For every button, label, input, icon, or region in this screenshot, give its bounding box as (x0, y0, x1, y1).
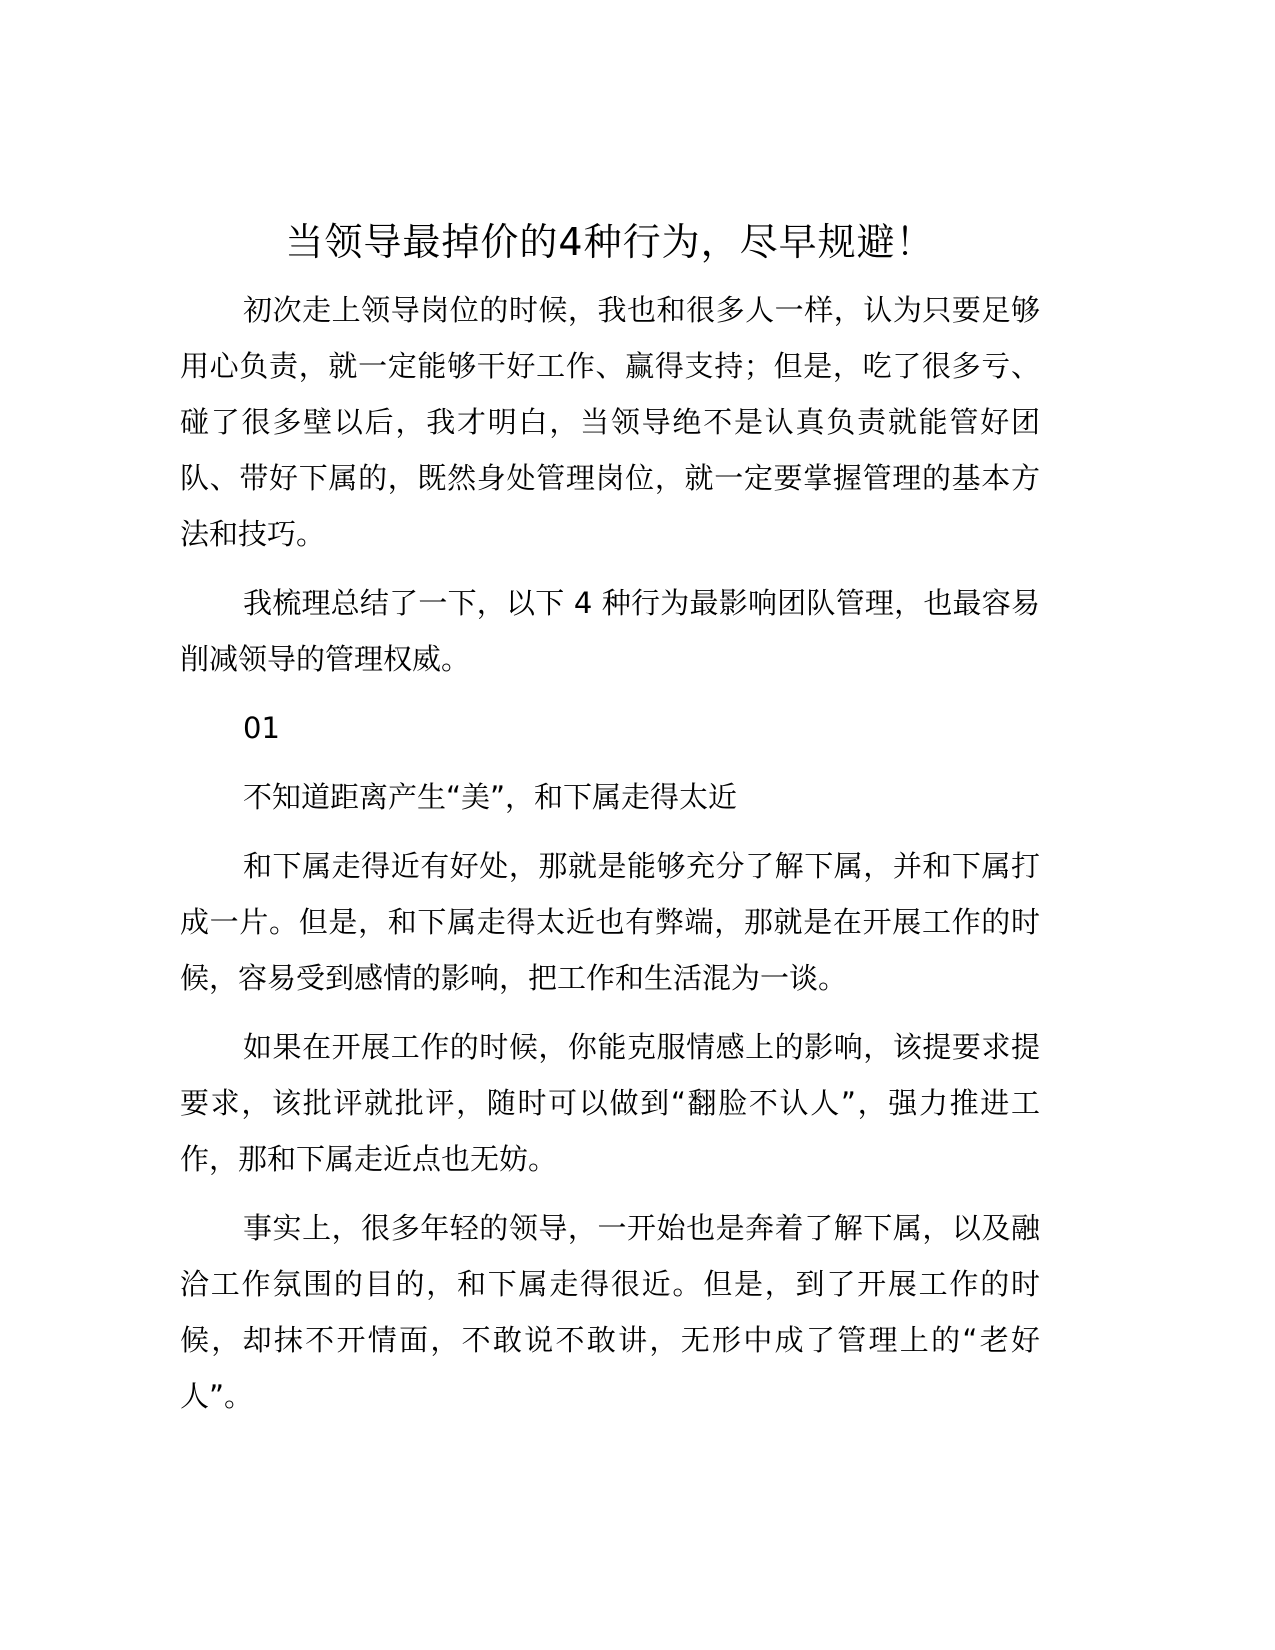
paragraph-intro: 初次走上领导岗位的时候，我也和很多人一样，认为只要足够用心负责，就一定能够干好工作、赢得支持；但是，吃了很多亏、碰了很多壁以后，我才明白，当领导绝不是认真负责就能管好团队、带好下属的，既然身处管理岗位，就一定要掌握管理的基本方法和技巧。 (180, 293, 1040, 551)
paragraph-body: 和下属走得近有好处，那就是能够充分了解下属，并和下属打成一片。但是，和下属走得太近也有弊端，那就是在开展工作的时候，容易受到感情的影响，把工作和生活混为一谈。 (180, 849, 1040, 995)
document-body (180, 282, 1040, 1437)
section-number: 01 (243, 711, 280, 745)
paragraph-body: 事实上，很多年轻的领导，一开始也是奔着了解下属，以及融洽工作氛围的目的，和下属走得很近。但是，到了开展工作的时候，却抹不开情面，不敢说不敢讲，无形中成了管理上的“老好人”。 (180, 1211, 1040, 1413)
section-heading: 不知道距离产生“美”，和下属走得太近 (243, 780, 738, 814)
paragraph-summary: 我梳理总结了一下，以下 4 种行为最影响团队管理，也最容易削减领导的管理权威。 (180, 586, 1040, 676)
document-title: 当领导最掉价的4种行为，尽早规避！ (285, 220, 935, 264)
paragraph-body: 如果在开展工作的时候，你能克服情感上的影响，该提要求提要求，该批评就批评，随时可以做到“翻脸不认人”，强力推进工作，那和下属走近点也无妨。 (180, 1030, 1040, 1176)
